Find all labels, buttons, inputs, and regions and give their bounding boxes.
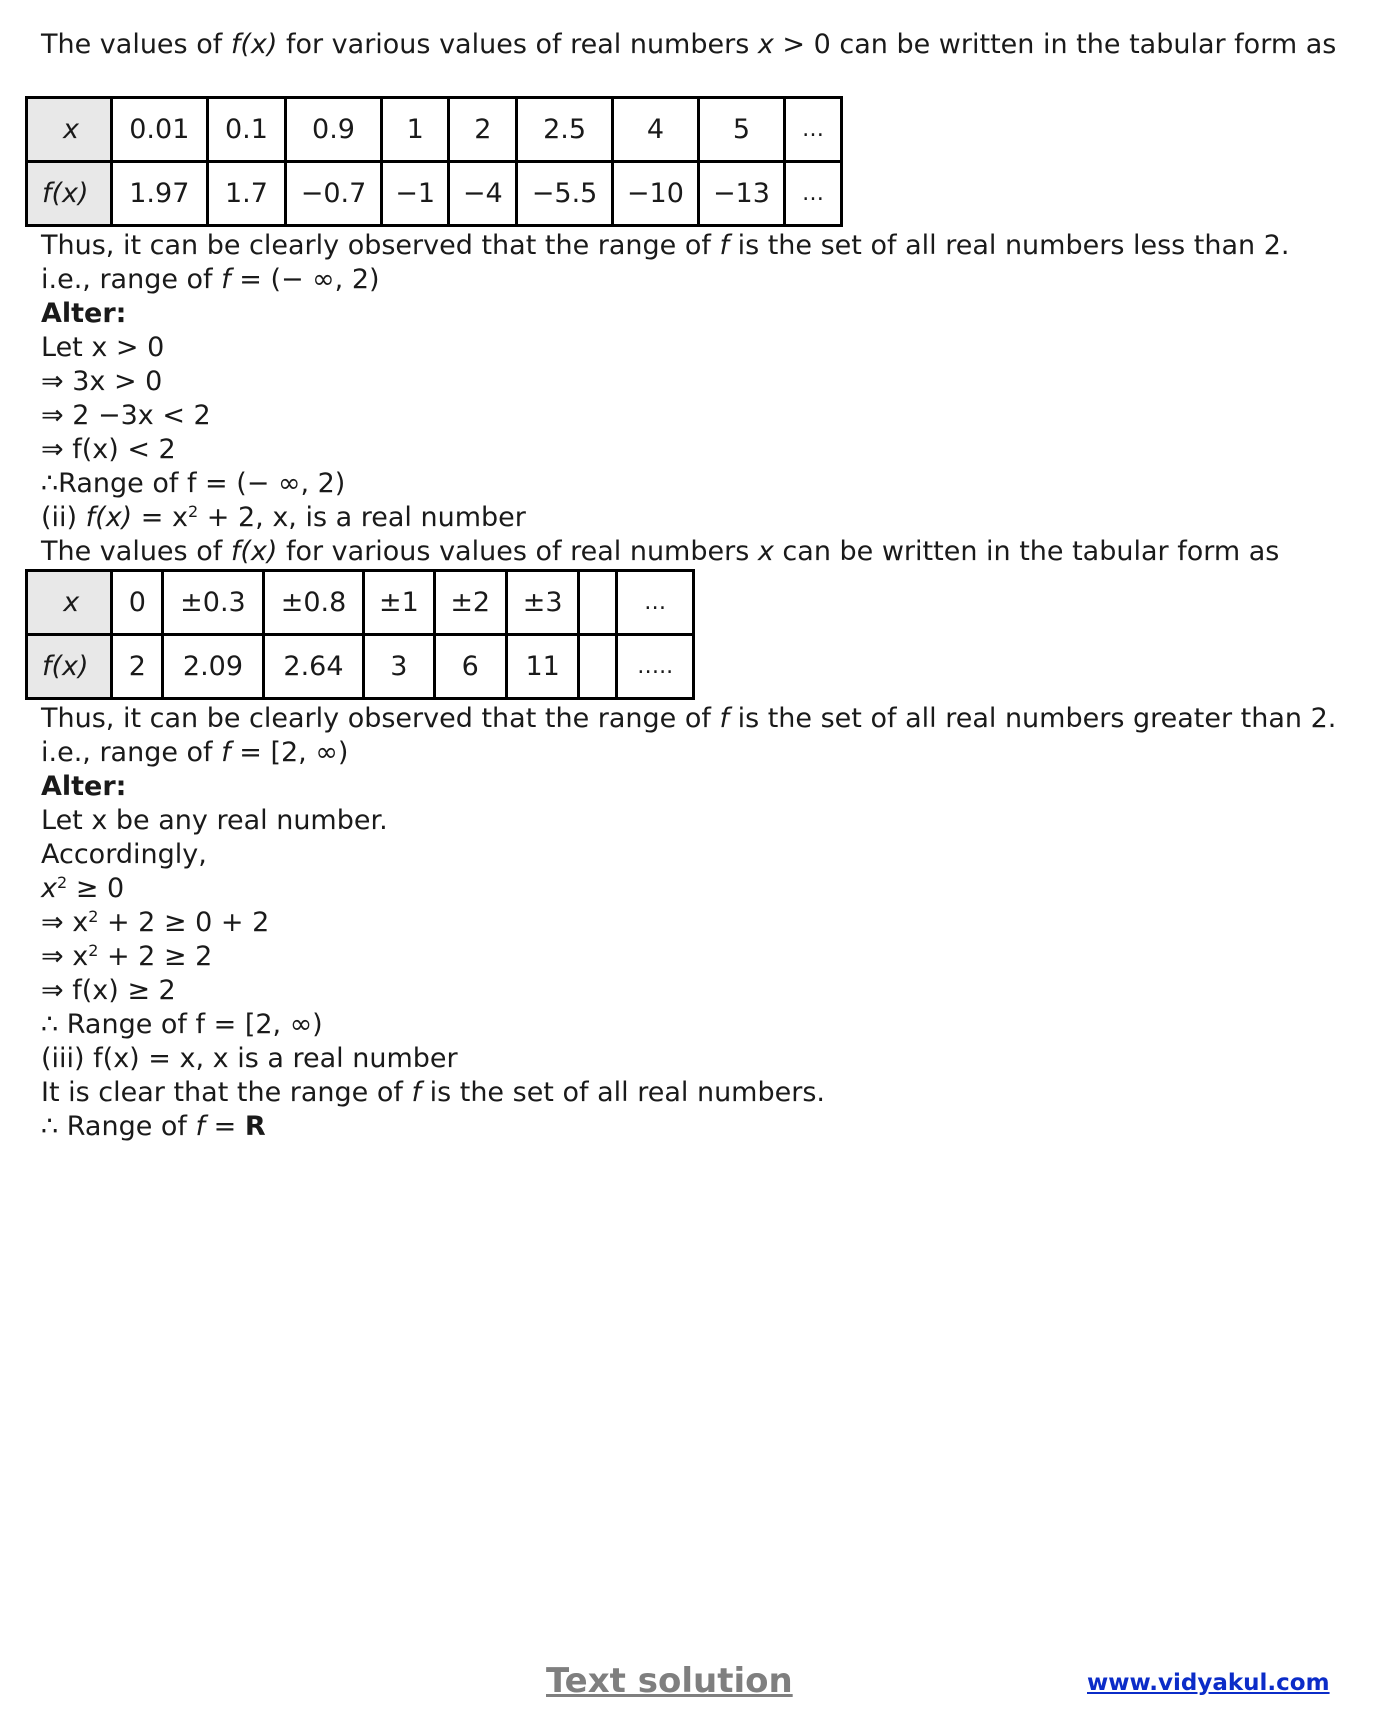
part2-heading <box>41 501 1341 535</box>
table-cell: 5 <box>698 98 784 162</box>
fx-symbol: f(x) <box>230 29 278 60</box>
part1-step: ⇒ f(x) < 2 <box>41 434 176 465</box>
text: + 2, x, is a real number <box>198 502 526 533</box>
table-header-x <box>27 571 112 635</box>
part2-alter-heading: Alter: <box>41 771 127 802</box>
f-symbol: f <box>221 737 231 768</box>
table-cell: 2.09 <box>163 635 264 699</box>
table-cell <box>579 635 617 699</box>
part2-range <box>41 736 1341 770</box>
real-numbers-symbol: R <box>244 1111 266 1142</box>
table-cell: −13 <box>698 162 784 226</box>
table-cell: ±0.3 <box>163 571 264 635</box>
table-cell: −4 <box>449 162 517 226</box>
part3-heading: (iii) f(x) = x, x is a real number <box>41 1043 458 1074</box>
table-cell: … <box>617 571 694 635</box>
part1-step: ⇒ 3x > 0 <box>41 366 163 397</box>
table-cell: ±0.8 <box>263 571 364 635</box>
table-cell: 6 <box>434 635 506 699</box>
table-cell: 2 <box>112 635 163 699</box>
fx-symbol: f(x) <box>42 651 89 682</box>
table-header-fx <box>27 635 112 699</box>
table-cell: 0 <box>112 571 163 635</box>
x-symbol: x <box>757 536 774 567</box>
text: i.e., range of <box>41 737 222 768</box>
x-symbol: x <box>757 29 774 60</box>
table-cell: 1 <box>381 98 449 162</box>
text: Thus, it can be clearly observed that the range of <box>41 230 720 261</box>
table-cell <box>579 571 617 635</box>
f-symbol: f <box>195 1111 206 1142</box>
table-row-x <box>27 98 842 162</box>
f-symbol: f <box>221 264 231 295</box>
f-symbol: f <box>411 1077 421 1108</box>
table-cell: 3 <box>364 635 434 699</box>
table-header-x <box>27 98 112 162</box>
text: ≥ 0 <box>67 873 125 904</box>
table-cell: 4 <box>612 98 698 162</box>
table-cell: −0.7 <box>286 162 382 226</box>
superscript: 2 <box>88 907 99 926</box>
fx-symbol: f(x) <box>42 178 89 209</box>
part3-statement <box>41 1076 1341 1110</box>
site-link[interactable]: www.vidyakul.com <box>1087 1670 1330 1696</box>
table-cell: −5.5 <box>517 162 613 226</box>
table-row-fx <box>27 635 694 699</box>
part2-step <box>41 906 1341 940</box>
table-cell: ±1 <box>364 571 434 635</box>
part3-range <box>41 1110 1341 1144</box>
text: = (− ∞, 2) <box>230 264 380 295</box>
table-cell: ±3 <box>506 571 578 635</box>
table-cell: 0.01 <box>111 98 207 162</box>
text: = x <box>132 502 188 533</box>
table-cell: 2 <box>449 98 517 162</box>
superscript: 2 <box>188 502 199 521</box>
text: ⇒ x <box>41 941 89 972</box>
part2-step <box>41 872 1341 906</box>
text: > 0 can be written in the tabular form as <box>773 29 1337 60</box>
x-symbol: x <box>63 587 80 618</box>
fx-symbol: f(x) <box>85 502 133 533</box>
table-cell: … <box>784 162 841 226</box>
part1-alter-heading: Alter: <box>41 298 127 329</box>
text: Thus, it can be clearly observed that the range of <box>41 703 720 734</box>
part2-step <box>41 940 1341 974</box>
text: + 2 ≥ 2 <box>98 941 213 972</box>
text-solution-link[interactable]: Text solution <box>546 1661 793 1701</box>
table-row-fx <box>27 162 842 226</box>
values-table-1 <box>25 96 843 227</box>
text: is the set of all real numbers. <box>421 1077 825 1108</box>
values-table-2 <box>25 569 695 700</box>
text: The values of <box>41 536 231 567</box>
table-cell: ….. <box>617 635 694 699</box>
part1-step: Let x > 0 <box>41 332 165 363</box>
part2-accordingly: Accordingly, <box>41 839 207 870</box>
part1-intro <box>41 28 1341 96</box>
table-cell: ±2 <box>434 571 506 635</box>
part2-observation <box>41 702 1341 736</box>
superscript: 2 <box>88 941 99 960</box>
text: ∴ Range of <box>41 1111 196 1142</box>
table-header-fx <box>27 162 112 226</box>
table-cell: … <box>784 98 841 162</box>
part1-range <box>41 263 1341 297</box>
part2-step: ⇒ f(x) ≥ 2 <box>41 975 176 1006</box>
table-cell: 0.9 <box>286 98 382 162</box>
table-cell: 1.7 <box>207 162 286 226</box>
text: can be written in the tabular form as <box>773 536 1280 567</box>
text: (ii) <box>41 502 86 533</box>
text: = <box>205 1111 245 1142</box>
part2-intro <box>41 535 1341 569</box>
part1-step: ∴Range of f = (− ∞, 2) <box>41 468 346 499</box>
part2-let: Let x be any real number. <box>41 805 388 836</box>
part1-observation <box>41 229 1341 263</box>
table-cell: 1.97 <box>111 162 207 226</box>
table-cell: −10 <box>612 162 698 226</box>
table-cell: 11 <box>506 635 578 699</box>
table-cell: 2.64 <box>263 635 364 699</box>
part2-step: ∴ Range of f = [2, ∞) <box>41 1009 323 1040</box>
text: for various values of real numbers <box>277 29 758 60</box>
solution-document <box>41 28 1341 1144</box>
text: i.e., range of <box>41 264 222 295</box>
table-row-x <box>27 571 694 635</box>
text: for various values of real numbers <box>277 536 758 567</box>
part1-step: ⇒ 2 −3x < 2 <box>41 400 211 431</box>
text: + 2 ≥ 0 + 2 <box>98 907 270 938</box>
text: = [2, ∞) <box>230 737 349 768</box>
f-symbol: f <box>719 230 729 261</box>
text: It is clear that the range of <box>41 1077 412 1108</box>
fx-symbol: f(x) <box>230 536 278 567</box>
x-symbol: x <box>62 114 79 145</box>
text: is the set of all real numbers less than 2. <box>728 230 1290 261</box>
table-cell: 2.5 <box>517 98 613 162</box>
table-cell: −1 <box>381 162 449 226</box>
superscript: 2 <box>56 873 68 892</box>
text: x <box>41 873 57 904</box>
text: is the set of all real numbers greater than 2. <box>728 703 1337 734</box>
text: The values of <box>41 29 231 60</box>
f-symbol: f <box>719 703 729 734</box>
table-cell: 0.1 <box>207 98 286 162</box>
text: ⇒ x <box>41 907 89 938</box>
